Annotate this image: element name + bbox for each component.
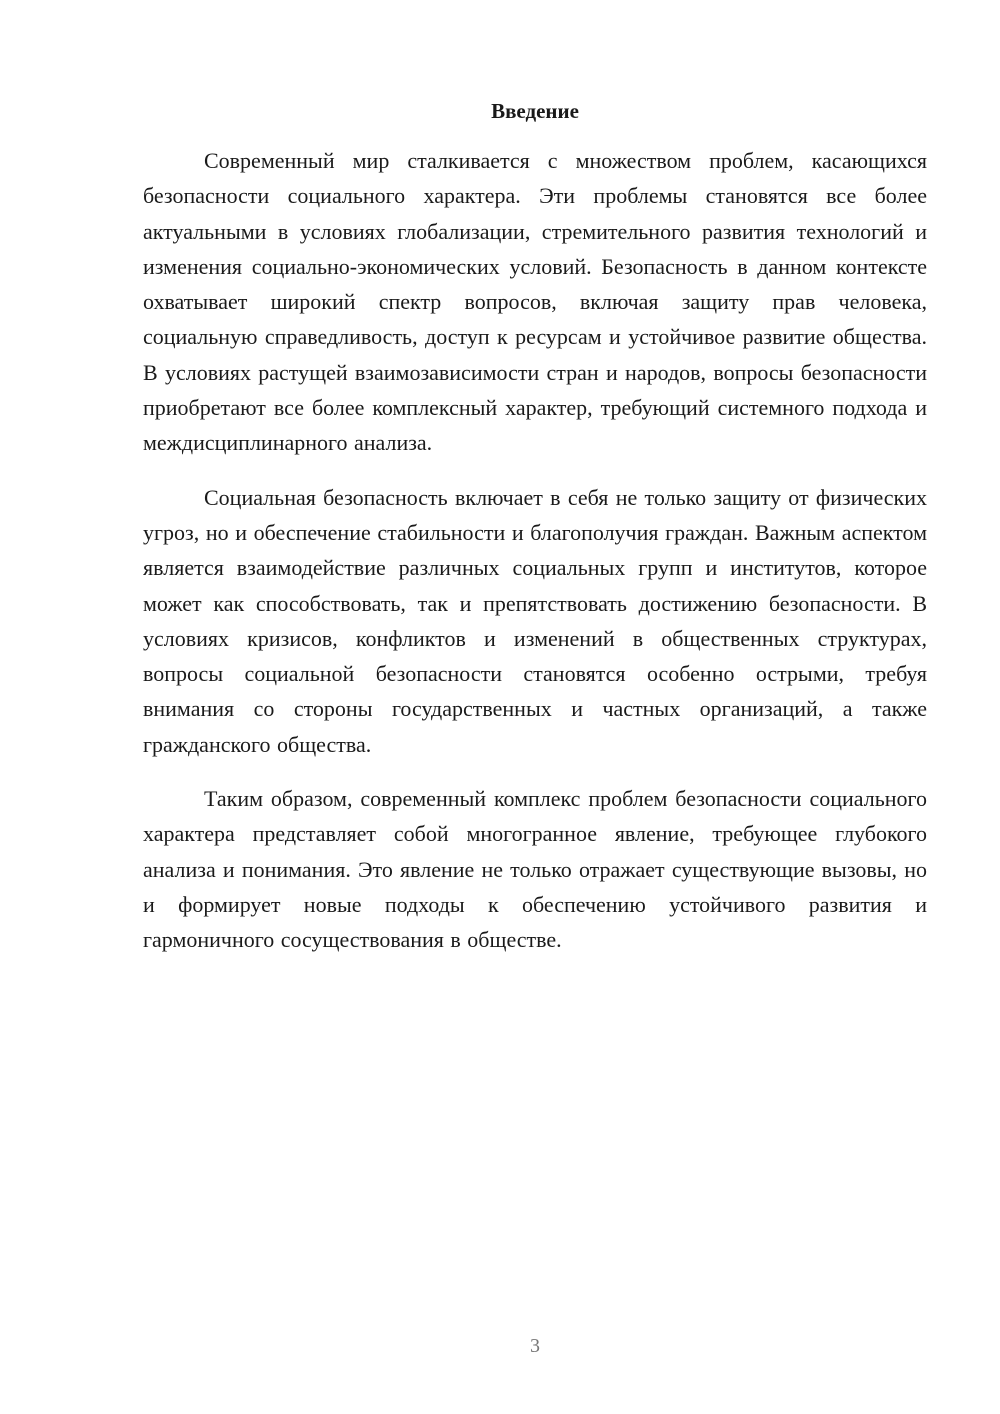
paragraph-1: Современный мир сталкивается с множеством проблем, касающихся безопасности социального характера. Эти проблемы становятся все более актуальными в условиях глобализации, стремительного развития технологий и изменения социально-экономических условий. Безопасность в данном контексте охватывает широкий спектр вопросов, включая защиту прав человека, социальную справедливость, доступ к ресурсам и устойчивое развитие общества. В условиях растущей взаимозависимости стран и народов, вопросы безопасности приобретают все более комплексный характер, требующий системного подхода и междисциплинарного анализа. bbox=[143, 148, 927, 456]
body-text bbox=[143, 143, 927, 977]
section-title: Введение bbox=[491, 99, 579, 123]
paragraph-2: Социальная безопасность включает в себя не только защиту от физических угроз, но и обеспечение стабильности и благополучия граждан. Важным аспектом является взаимодействие различных социальных групп и институтов, которое может как способствовать, так и препятствовать достижению безопасности. В условиях кризисов, конфликтов и изменений в общественных структурах, вопросы социальной безопасности становятся особенно острыми, требуя внимания со стороны государственных и частных организаций, а также гражданского общества. bbox=[143, 484, 927, 757]
paragraph-3: Таким образом, современный комплекс проблем безопасности социального характера представляет собой многогранное явление, требующее глубокого анализа и понимания. Это явление не только отражает существующие вызовы, но и формирует новые подходы к обеспечению устойчивого развития и гармоничного сосуществования в обществе. bbox=[143, 786, 927, 953]
page-number: 3 bbox=[530, 1335, 540, 1357]
